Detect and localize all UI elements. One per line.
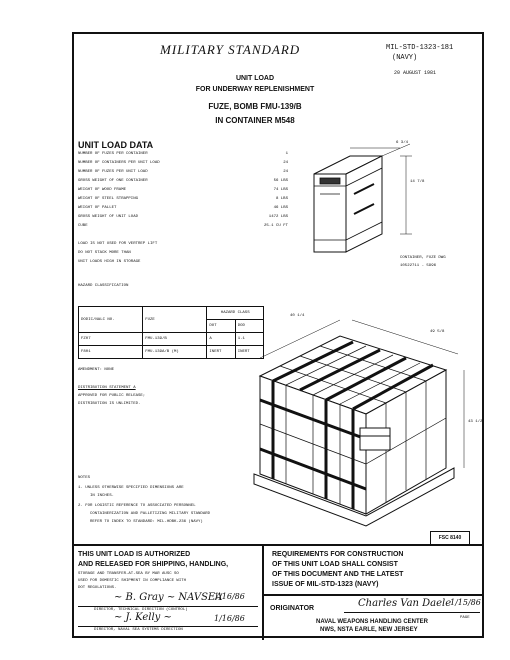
table-cell: FMU-139A/B (M) xyxy=(143,346,207,359)
req-line-4: ISSUE OF MIL-STD-1323 (NAVY) xyxy=(272,581,379,588)
dim-container-width: 6 3/4 xyxy=(396,141,409,145)
unit-load-data-row xyxy=(78,197,288,201)
auth-line-2: AND RELEASED FOR SHIPPING, HANDLING, xyxy=(78,561,229,568)
originator-org-1: NAVAL WEAPONS HANDLING CENTER xyxy=(316,619,429,625)
req-line-2: OF THIS UNIT LOAD SHALL CONSIST xyxy=(272,561,398,568)
hazard-col-dodic: DODIC/NALC NO. xyxy=(79,307,143,333)
doc-date: 20 AUGUST 1981 xyxy=(394,70,437,76)
hazard-heading: HAZARD CLASSIFICATION xyxy=(78,284,129,288)
unit-load-data-row xyxy=(78,215,288,219)
authorization-block xyxy=(74,544,262,636)
table-cell: A xyxy=(207,333,235,346)
signature-2: ~ J. Kelly ~ xyxy=(114,612,172,623)
title-line-3: FUZE, BOMB FMU-139/B xyxy=(208,102,302,111)
doc-number: MIL-STD-1323-181 xyxy=(386,44,454,52)
row-value: 8 LBS xyxy=(275,197,288,201)
signature-1: ~ B. Gray ~ NAVSEA xyxy=(114,592,223,603)
unit-load-data-row xyxy=(78,224,288,228)
row-value: 24 xyxy=(283,161,288,165)
table-cell: INERT xyxy=(235,346,263,359)
unit-load-data-row xyxy=(78,152,288,156)
originator-date: 1/15/86 xyxy=(450,598,481,607)
distribution-line-2: DISTRIBUTION IS UNLIMITED. xyxy=(78,402,141,406)
note-2b: CONTAINERIZATION AND PALLETIZING MILITARY STANDARD xyxy=(90,512,211,516)
sig2-date: 1/16/86 xyxy=(214,614,245,623)
fsc-box: FSC 8140 xyxy=(430,531,470,545)
table-row xyxy=(79,333,264,346)
doc-branch: (NAVY) xyxy=(392,54,418,62)
amendment: AMENDMENT: NONE xyxy=(78,368,115,372)
dim-load-depth: 49 5/8 xyxy=(430,330,445,334)
table-cell: FZ07 xyxy=(79,333,143,346)
note-1: 1. UNLESS OTHERWISE SPECIFIED DIMENSIONS ARE xyxy=(78,486,184,490)
note-vertrep: LOAD IS NOT USED FOR VERTREP LIFT xyxy=(78,242,158,246)
unit-load-data-row xyxy=(78,161,288,165)
req-line-1: REQUIREMENTS FOR CONSTRUCTION xyxy=(272,551,404,558)
container-caption-1: CONTAINER, FUZE DWG xyxy=(400,256,446,260)
unit-load-drawing xyxy=(240,318,483,530)
row-label: CUBE xyxy=(78,224,88,228)
requirements-block xyxy=(262,544,484,640)
table-cell: INERT xyxy=(207,346,235,359)
hazard-table xyxy=(78,306,264,359)
row-value: 74 LBS xyxy=(273,188,288,192)
table-cell: FMU-139/B xyxy=(143,333,207,346)
notes-heading: NOTES xyxy=(78,476,91,480)
auth-line-4: USED FOR DOMESTIC SHIPMENT IN COMPLIANCE WITH xyxy=(78,579,187,583)
unit-load-data-row xyxy=(78,188,288,192)
row-value: 1472 LBS xyxy=(268,215,288,219)
row-label: NUMBER OF FUZES PER UNIT LOAD xyxy=(78,170,148,174)
sig1-label: DIRECTOR, TECHNICAL DIRECTION (CONTROL) xyxy=(94,608,188,612)
note-2: 2. FOR LOGISTIC REFERENCE TO ASSOCIATED PERSONNEL xyxy=(78,504,196,508)
title-line-1: UNIT LOAD xyxy=(235,75,275,82)
sig2-label: DIRECTOR, NAVAL SEA SYSTEMS DIRECTION xyxy=(94,628,183,632)
auth-line-3: STORAGE AND TRANSFER-AT-SEA BY MAR AUSC SO xyxy=(78,572,179,576)
row-value: 24 xyxy=(283,170,288,174)
dim-load-height: 43 1/2 xyxy=(468,420,483,424)
row-label: WEIGHT OF WOOD FRAME xyxy=(78,188,127,192)
table-cell: 1.1 xyxy=(235,333,263,346)
row-label: GROSS WEIGHT OF ONE CONTAINER xyxy=(78,179,148,183)
standard-title: MILITARY STANDARD xyxy=(160,42,301,57)
title-line-2: FOR UNDERWAY REPLENISHMENT xyxy=(195,86,315,93)
row-value: 46 LBS xyxy=(273,206,288,210)
note-2c: REFER TO INDEX TO STANDARD: MIL-HDBK-236 (NAVY) xyxy=(90,520,203,524)
row-label: GROSS WEIGHT OF UNIT LOAD xyxy=(78,215,139,219)
container-drawing xyxy=(290,134,470,264)
table-cell: F801 xyxy=(79,346,143,359)
distribution-line-1: APPROVED FOR PUBLIC RELEASE; xyxy=(78,394,146,398)
unit-load-data-heading: UNIT LOAD DATA xyxy=(78,140,154,150)
row-label: NUMBER OF FUZES PER CONTAINER xyxy=(78,152,148,156)
hazard-col-group: HAZARD CLASS xyxy=(207,307,264,320)
row-label: WEIGHT OF STEEL STRAPPING xyxy=(78,197,139,201)
unit-load-data-row xyxy=(78,179,288,183)
sig1-date: 1/16/86 xyxy=(214,592,245,601)
table-row xyxy=(79,346,264,359)
originator-org-2: NWS, NSTA EARLE, NEW JERSEY xyxy=(320,627,418,633)
originator-label: ORIGINATOR xyxy=(270,605,315,612)
req-line-3: OF THIS DOCUMENT AND THE LATEST xyxy=(272,571,404,578)
hazard-col-dod: DOD xyxy=(235,320,263,333)
page-label: PAGE xyxy=(460,616,470,620)
originator-signature: Charles Van Daele xyxy=(358,598,452,609)
dim-load-width: 40 1/4 xyxy=(290,314,305,318)
row-label: WEIGHT OF PALLET xyxy=(78,206,117,210)
unit-load-data-row xyxy=(78,206,288,210)
hazard-col-dot: DOT xyxy=(207,320,235,333)
row-value: 1 xyxy=(285,152,288,156)
row-value: 56 LBS xyxy=(273,179,288,183)
note-storage: UNIT LOADS HIGH IN STORAGE xyxy=(78,260,141,264)
hazard-col-fuze: FUZE xyxy=(143,307,207,333)
dim-container-height: 14 7/8 xyxy=(410,180,425,184)
distribution-heading: DISTRIBUTION STATEMENT A xyxy=(78,386,136,390)
title-line-4: IN CONTAINER M548 xyxy=(215,116,295,125)
row-label: NUMBER OF CONTAINERS PER UNIT LOAD xyxy=(78,161,160,165)
note-stack: DO NOT STACK MORE THAN xyxy=(78,251,131,255)
auth-line-1: THIS UNIT LOAD IS AUTHORIZED xyxy=(78,551,191,558)
note-1b: IN INCHES. xyxy=(90,494,115,498)
container-caption-2: 10522711 - 5996 xyxy=(400,264,437,268)
unit-load-data-row xyxy=(78,170,288,174)
auth-line-5: DOT REGULATIONS. xyxy=(78,586,117,590)
row-value: 25.1 CU FT xyxy=(263,224,288,228)
